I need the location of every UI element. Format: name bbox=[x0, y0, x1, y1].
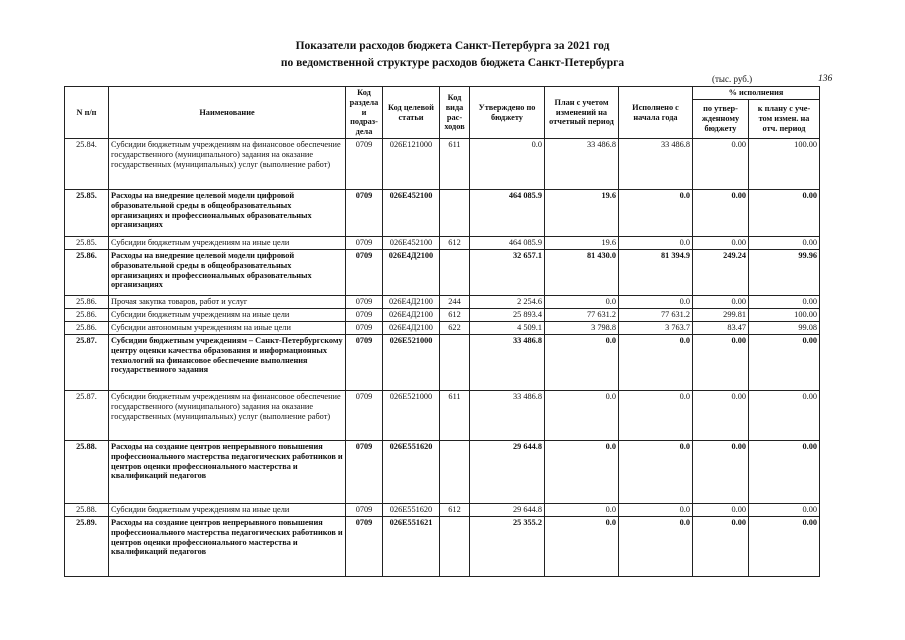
row-plan: 33 486.8 bbox=[545, 139, 619, 190]
row-razdel: 0709 bbox=[346, 335, 383, 391]
header-num: N п/п bbox=[65, 87, 109, 139]
header-utv: Утверждено по бюджету bbox=[470, 87, 545, 139]
table-row bbox=[65, 237, 820, 250]
header-name: Наименование bbox=[109, 87, 346, 139]
row-stat: 026E121000 bbox=[383, 139, 440, 190]
row-utv: 2 254.6 bbox=[470, 296, 545, 309]
row-utv: 32 657.1 bbox=[470, 250, 545, 296]
row-razdel: 0709 bbox=[346, 250, 383, 296]
row-pct-utv: 0.00 bbox=[693, 391, 749, 441]
row-isp: 0.0 bbox=[619, 391, 693, 441]
row-plan: 19.6 bbox=[545, 237, 619, 250]
row-number: 25.87. bbox=[65, 391, 109, 441]
header-pct-group: % исполнения bbox=[693, 87, 820, 100]
table-body bbox=[65, 139, 820, 577]
row-razdel: 0709 bbox=[346, 309, 383, 322]
row-plan: 0.0 bbox=[545, 517, 619, 577]
row-pct-utv: 0.00 bbox=[693, 190, 749, 237]
row-stat: 026E4Д2100 bbox=[383, 309, 440, 322]
header-pct-utv: по утвер-жденному бюджету bbox=[693, 100, 749, 139]
row-stat: 026E4Д2100 bbox=[383, 322, 440, 335]
header-pct-plan: к плану с уче-том измен. на отч. период bbox=[749, 100, 820, 139]
row-stat: 026E551620 bbox=[383, 504, 440, 517]
row-vid bbox=[440, 190, 470, 237]
row-razdel: 0709 bbox=[346, 504, 383, 517]
row-razdel: 0709 bbox=[346, 441, 383, 504]
table-row bbox=[65, 139, 820, 190]
page-number: 136 bbox=[818, 74, 833, 84]
row-razdel: 0709 bbox=[346, 237, 383, 250]
row-number: 25.86. bbox=[65, 296, 109, 309]
table-row bbox=[65, 190, 820, 237]
row-vid: 612 bbox=[440, 237, 470, 250]
row-number: 25.84. bbox=[65, 139, 109, 190]
table-row bbox=[65, 517, 820, 577]
row-plan: 81 430.0 bbox=[545, 250, 619, 296]
row-pct-plan: 0.00 bbox=[749, 517, 820, 577]
row-number: 25.85. bbox=[65, 237, 109, 250]
row-pct-utv: 0.00 bbox=[693, 517, 749, 577]
row-isp: 0.0 bbox=[619, 190, 693, 237]
header-isp: Исполнено с начала года bbox=[619, 87, 693, 139]
row-plan: 19.6 bbox=[545, 190, 619, 237]
row-isp: 0.0 bbox=[619, 237, 693, 250]
row-plan: 0.0 bbox=[545, 504, 619, 517]
row-plan: 0.0 bbox=[545, 335, 619, 391]
table-row bbox=[65, 296, 820, 309]
row-razdel: 0709 bbox=[346, 296, 383, 309]
row-pct-plan: 0.00 bbox=[749, 190, 820, 237]
row-plan: 77 631.2 bbox=[545, 309, 619, 322]
row-pct-utv: 0.00 bbox=[693, 139, 749, 190]
row-pct-utv: 0.00 bbox=[693, 441, 749, 504]
row-isp: 3 763.7 bbox=[619, 322, 693, 335]
row-stat: 026E4Д2100 bbox=[383, 296, 440, 309]
header-stat: Код целевой статьи bbox=[383, 87, 440, 139]
row-vid bbox=[440, 441, 470, 504]
row-name: Субсидии бюджетным учреждениям на иные цели bbox=[109, 237, 346, 250]
row-number: 25.88. bbox=[65, 504, 109, 517]
row-plan: 0.0 bbox=[545, 391, 619, 441]
row-razdel: 0709 bbox=[346, 322, 383, 335]
row-pct-utv: 299.81 bbox=[693, 309, 749, 322]
row-pct-plan: 0.00 bbox=[749, 335, 820, 391]
row-vid bbox=[440, 335, 470, 391]
row-pct-utv: 249.24 bbox=[693, 250, 749, 296]
table-row bbox=[65, 391, 820, 441]
row-stat: 026E551620 bbox=[383, 441, 440, 504]
row-vid: 611 bbox=[440, 391, 470, 441]
row-stat: 026E4Д2100 bbox=[383, 250, 440, 296]
row-name: Субсидии бюджетным учреждениям – Санкт-Петербургскому центру оценки качества образования и информационных технологий на финансовое обеспечение выполнения государственного задания bbox=[109, 335, 346, 391]
row-number: 25.86. bbox=[65, 250, 109, 296]
row-isp: 77 631.2 bbox=[619, 309, 693, 322]
row-isp: 33 486.8 bbox=[619, 139, 693, 190]
table-row bbox=[65, 322, 820, 335]
row-pct-plan: 100.00 bbox=[749, 309, 820, 322]
row-pct-utv: 0.00 bbox=[693, 335, 749, 391]
row-stat: 026E452100 bbox=[383, 237, 440, 250]
table-row bbox=[65, 335, 820, 391]
row-pct-plan: 99.96 bbox=[749, 250, 820, 296]
row-name: Субсидии бюджетным учреждениям на финансовое обеспечение государственного (муниципального) задания на оказание государственных (муниципальных) услуг (выполнение работ) bbox=[109, 139, 346, 190]
row-utv: 29 644.8 bbox=[470, 441, 545, 504]
row-razdel: 0709 bbox=[346, 190, 383, 237]
row-utv: 464 085.9 bbox=[470, 237, 545, 250]
row-isp: 0.0 bbox=[619, 504, 693, 517]
row-utv: 0.0 bbox=[470, 139, 545, 190]
row-vid bbox=[440, 517, 470, 577]
row-number: 25.86. bbox=[65, 309, 109, 322]
row-stat: 026E452100 bbox=[383, 190, 440, 237]
row-razdel: 0709 bbox=[346, 139, 383, 190]
row-pct-utv: 83.47 bbox=[693, 322, 749, 335]
row-isp: 0.0 bbox=[619, 335, 693, 391]
row-utv: 33 486.8 bbox=[470, 335, 545, 391]
row-name: Расходы на создание центров непрерывного повышения профессионального мастерства педагогических работников и центров оценки профессионального мастерства и квалификаций педагогов bbox=[109, 441, 346, 504]
row-isp: 0.0 bbox=[619, 517, 693, 577]
row-pct-utv: 0.00 bbox=[693, 237, 749, 250]
row-utv: 25 355.2 bbox=[470, 517, 545, 577]
row-utv: 33 486.8 bbox=[470, 391, 545, 441]
row-pct-plan: 0.00 bbox=[749, 504, 820, 517]
row-pct-plan: 100.00 bbox=[749, 139, 820, 190]
row-utv: 29 644.8 bbox=[470, 504, 545, 517]
row-plan: 3 798.8 bbox=[545, 322, 619, 335]
row-isp: 0.0 bbox=[619, 296, 693, 309]
row-stat: 026E551621 bbox=[383, 517, 440, 577]
table-row bbox=[65, 504, 820, 517]
header-vid: Код вида рас-ходов bbox=[440, 87, 470, 139]
row-name: Расходы на внедрение целевой модели цифровой образовательной среды в общеобразовательных организациях и профессиональных образовательных организациях bbox=[109, 250, 346, 296]
header-plan: План с учетом изменений на отчетный период bbox=[545, 87, 619, 139]
row-stat: 026E521000 bbox=[383, 335, 440, 391]
row-vid: 612 bbox=[440, 309, 470, 322]
row-name: Прочая закупка товаров, работ и услуг bbox=[109, 296, 346, 309]
row-pct-plan: 0.00 bbox=[749, 237, 820, 250]
row-utv: 4 509.1 bbox=[470, 322, 545, 335]
row-razdel: 0709 bbox=[346, 391, 383, 441]
row-utv: 464 085.9 bbox=[470, 190, 545, 237]
row-number: 25.85. bbox=[65, 190, 109, 237]
row-pct-plan: 0.00 bbox=[749, 441, 820, 504]
row-name: Расходы на внедрение целевой модели цифровой образовательной среды в общеобразовательных организациях и профессиональных образовательных организациях bbox=[109, 190, 346, 237]
row-plan: 0.0 bbox=[545, 441, 619, 504]
row-name: Субсидии бюджетным учреждениям на финансовое обеспечение государственного (муниципального) задания на оказание государственных (муниципальных) услуг (выполнение работ) bbox=[109, 391, 346, 441]
row-vid: 622 bbox=[440, 322, 470, 335]
row-razdel: 0709 bbox=[346, 517, 383, 577]
row-plan: 0.0 bbox=[545, 296, 619, 309]
row-name: Субсидии бюджетным учреждениям на иные цели bbox=[109, 309, 346, 322]
units-label: (тыс. руб.) bbox=[712, 74, 753, 84]
document-title: Показатели расходов бюджета Санкт-Петербурга за 2021 год bbox=[295, 40, 610, 52]
row-number: 25.86. bbox=[65, 322, 109, 335]
row-name: Расходы на создание центров непрерывного повышения профессионального мастерства педагогических работников и центров оценки профессионального мастерства и квалификаций педагогов bbox=[109, 517, 346, 577]
row-vid: 612 bbox=[440, 504, 470, 517]
row-pct-plan: 0.00 bbox=[749, 391, 820, 441]
row-pct-plan: 99.08 bbox=[749, 322, 820, 335]
row-vid bbox=[440, 250, 470, 296]
row-name: Субсидии бюджетным учреждениям на иные цели bbox=[109, 504, 346, 517]
row-name: Субсидии автономным учреждениям на иные цели bbox=[109, 322, 346, 335]
row-number: 25.89. bbox=[65, 517, 109, 577]
budget-table bbox=[64, 86, 820, 577]
row-utv: 25 893.4 bbox=[470, 309, 545, 322]
row-pct-plan: 0.00 bbox=[749, 296, 820, 309]
row-vid: 611 bbox=[440, 139, 470, 190]
row-vid: 244 bbox=[440, 296, 470, 309]
table-row bbox=[65, 250, 820, 296]
header-razdel: Код раздела и подраз-дела bbox=[346, 87, 383, 139]
row-pct-utv: 0.00 bbox=[693, 296, 749, 309]
row-number: 25.88. bbox=[65, 441, 109, 504]
row-number: 25.87. bbox=[65, 335, 109, 391]
document-subtitle: по ведомственной структуре расходов бюджета Санкт-Петербурга bbox=[280, 57, 625, 69]
row-pct-utv: 0.00 bbox=[693, 504, 749, 517]
row-isp: 81 394.9 bbox=[619, 250, 693, 296]
row-stat: 026E521000 bbox=[383, 391, 440, 441]
row-isp: 0.0 bbox=[619, 441, 693, 504]
table-row bbox=[65, 441, 820, 504]
table-row bbox=[65, 309, 820, 322]
